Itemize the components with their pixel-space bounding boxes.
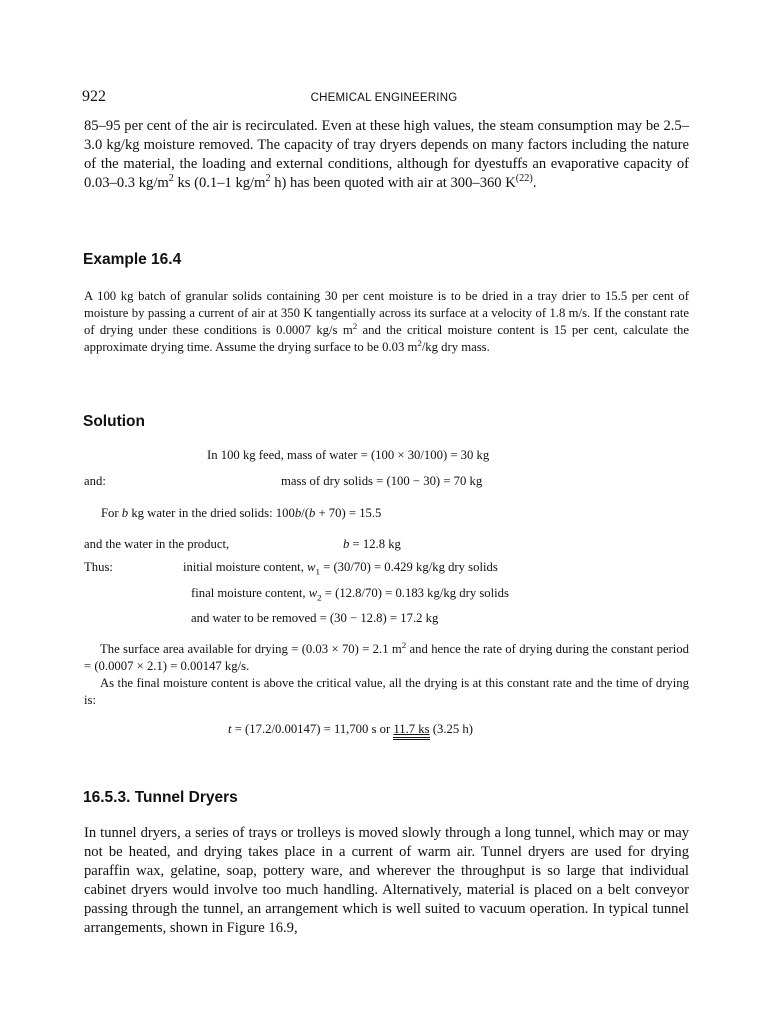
eq5-var-w: w [307, 560, 316, 574]
equation-water-mass: In 100 kg feed, mass of water = (100 × 30/100) = 30 kg [207, 448, 490, 462]
problem-text-c: /kg dry mass. [421, 340, 490, 354]
intro-text-b: ks (0.1–1 kg/m [173, 175, 266, 191]
eq6-text-b: = (12.8/70) = 0.183 kg/kg dry solids [321, 586, 509, 600]
intro-text-d: . [532, 175, 537, 191]
eq3-var-b2: b [294, 506, 302, 520]
equation-water-removed: and water to be removed = (30 − 12.8) = 17.2 kg [191, 611, 439, 625]
intro-sup-2: 2 [265, 173, 271, 185]
eq3-text-d: + 70) = 15.5 [315, 506, 382, 520]
problem-text-b: and the critical moisture content is 15 per cent, calculate the approximate drying time. Assume the drying surface to be 0.03 m [84, 323, 689, 354]
intro-reference: (22) [515, 173, 533, 185]
eq6-text-a: final moisture content, [191, 586, 309, 600]
eq6-sub: 2 [317, 592, 322, 603]
eq5-sub: 1 [315, 566, 320, 577]
intro-sup-1: 2 [168, 173, 174, 185]
eq5-text-b: = (30/70) = 0.429 kg/kg dry solids [319, 560, 498, 574]
conc1-text-a: The surface area available for drying = (0.03 × 70) = 2.1 m [100, 642, 402, 656]
final-answer: 11.7 ks [393, 722, 429, 740]
running-head: CHEMICAL ENGINEERING [310, 92, 458, 104]
eq5-text-a: initial moisture content, [183, 560, 308, 574]
example-title: Example 16.4 [83, 251, 182, 268]
equation-b-definition [101, 506, 381, 521]
eq4-var-b: b [343, 537, 350, 551]
final-text-a: = (17.2/0.00147) = 11,700 s or [231, 722, 394, 736]
eq3-var-b3: b [308, 506, 316, 520]
drying-time-paragraph: As the final moisture content is above the critical value, all the drying is at this constant rate and the time of drying is: [84, 676, 689, 707]
eq4-text: = 12.8 kg [349, 537, 401, 551]
tunnel-dryers-paragraph: In tunnel dryers, a series of trays or trolleys is moved slowly through a long tunnel, which may or may not be heated, and drying takes place in a current of warm air. Tunnel dryers are used for drying paraffin wax, gelatine, soap, pottery ware, and wherever the throughput is so large that individual cabinet dryers would involve too much handling. Alternatively, material is placed on a belt conveyor passing through the tunnel, an arrangement which is well suited to vacuum operation. In typical tunnel arrangements, shown in Figure 16.9, [84, 825, 689, 936]
equation-label-product: and the water in the product, [84, 537, 230, 551]
eq3-text-a: For [101, 506, 122, 520]
eq3-var-b: b [121, 506, 129, 520]
equation-b-value [343, 537, 401, 552]
equation-dry-solids: mass of dry solids = (100 − 30) = 70 kg [281, 474, 483, 488]
intro-text-c: h) has been quoted with air at 300–360 K [270, 175, 516, 191]
solution-title: Solution [83, 413, 145, 430]
section-title-tunnel-dryers: 16.5.3. Tunnel Dryers [83, 789, 238, 806]
eq3-text-c: /( [301, 506, 309, 520]
eq3-text-b: kg water in the dried solids: 100 [128, 506, 295, 520]
equation-drying-time [228, 722, 473, 737]
problem-text-a: A 100 kg batch of granular solids containing 30 per cent moisture is to be dried in a tray drier to 15.5 per cent of moisture by passing a current of air at 350 K tangentially across its surface at a velocity of 1.8 m/s. If the constant rate of drying under these conditions is 0.0007 kg/s m [84, 289, 689, 337]
problem-sup-1: 2 [352, 320, 358, 331]
equation-initial-moisture [183, 560, 498, 575]
equation-final-moisture [191, 586, 509, 601]
equation-label-thus: Thus: [84, 560, 113, 574]
eq6-var-w: w [308, 586, 318, 600]
final-var-t: t [228, 722, 232, 736]
conc1-sup: 2 [401, 639, 407, 650]
conc1-text-b: and hence the rate of drying during the constant period = (0.0007 × 2.1) = 0.00147 kg/s. [84, 642, 689, 673]
intro-text-a: 85–95 per cent of the air is recirculated. Even at these high values, the steam consumption may be 2.5–3.0 kg/kg moisture removed. The capacity of tray dryers depends on many factors including the nature of the material, the loading and external conditions, although for dyestuffs an evaporative capacity of 0.03–0.3 kg/m [84, 118, 689, 191]
page-number: 922 [82, 88, 106, 105]
equation-label-and: and: [84, 474, 106, 488]
problem-statement [84, 288, 689, 356]
intro-paragraph [84, 117, 689, 193]
problem-sup-2: 2 [417, 337, 422, 348]
surface-area-paragraph [84, 641, 689, 675]
final-text-b: (3.25 h) [429, 722, 473, 736]
